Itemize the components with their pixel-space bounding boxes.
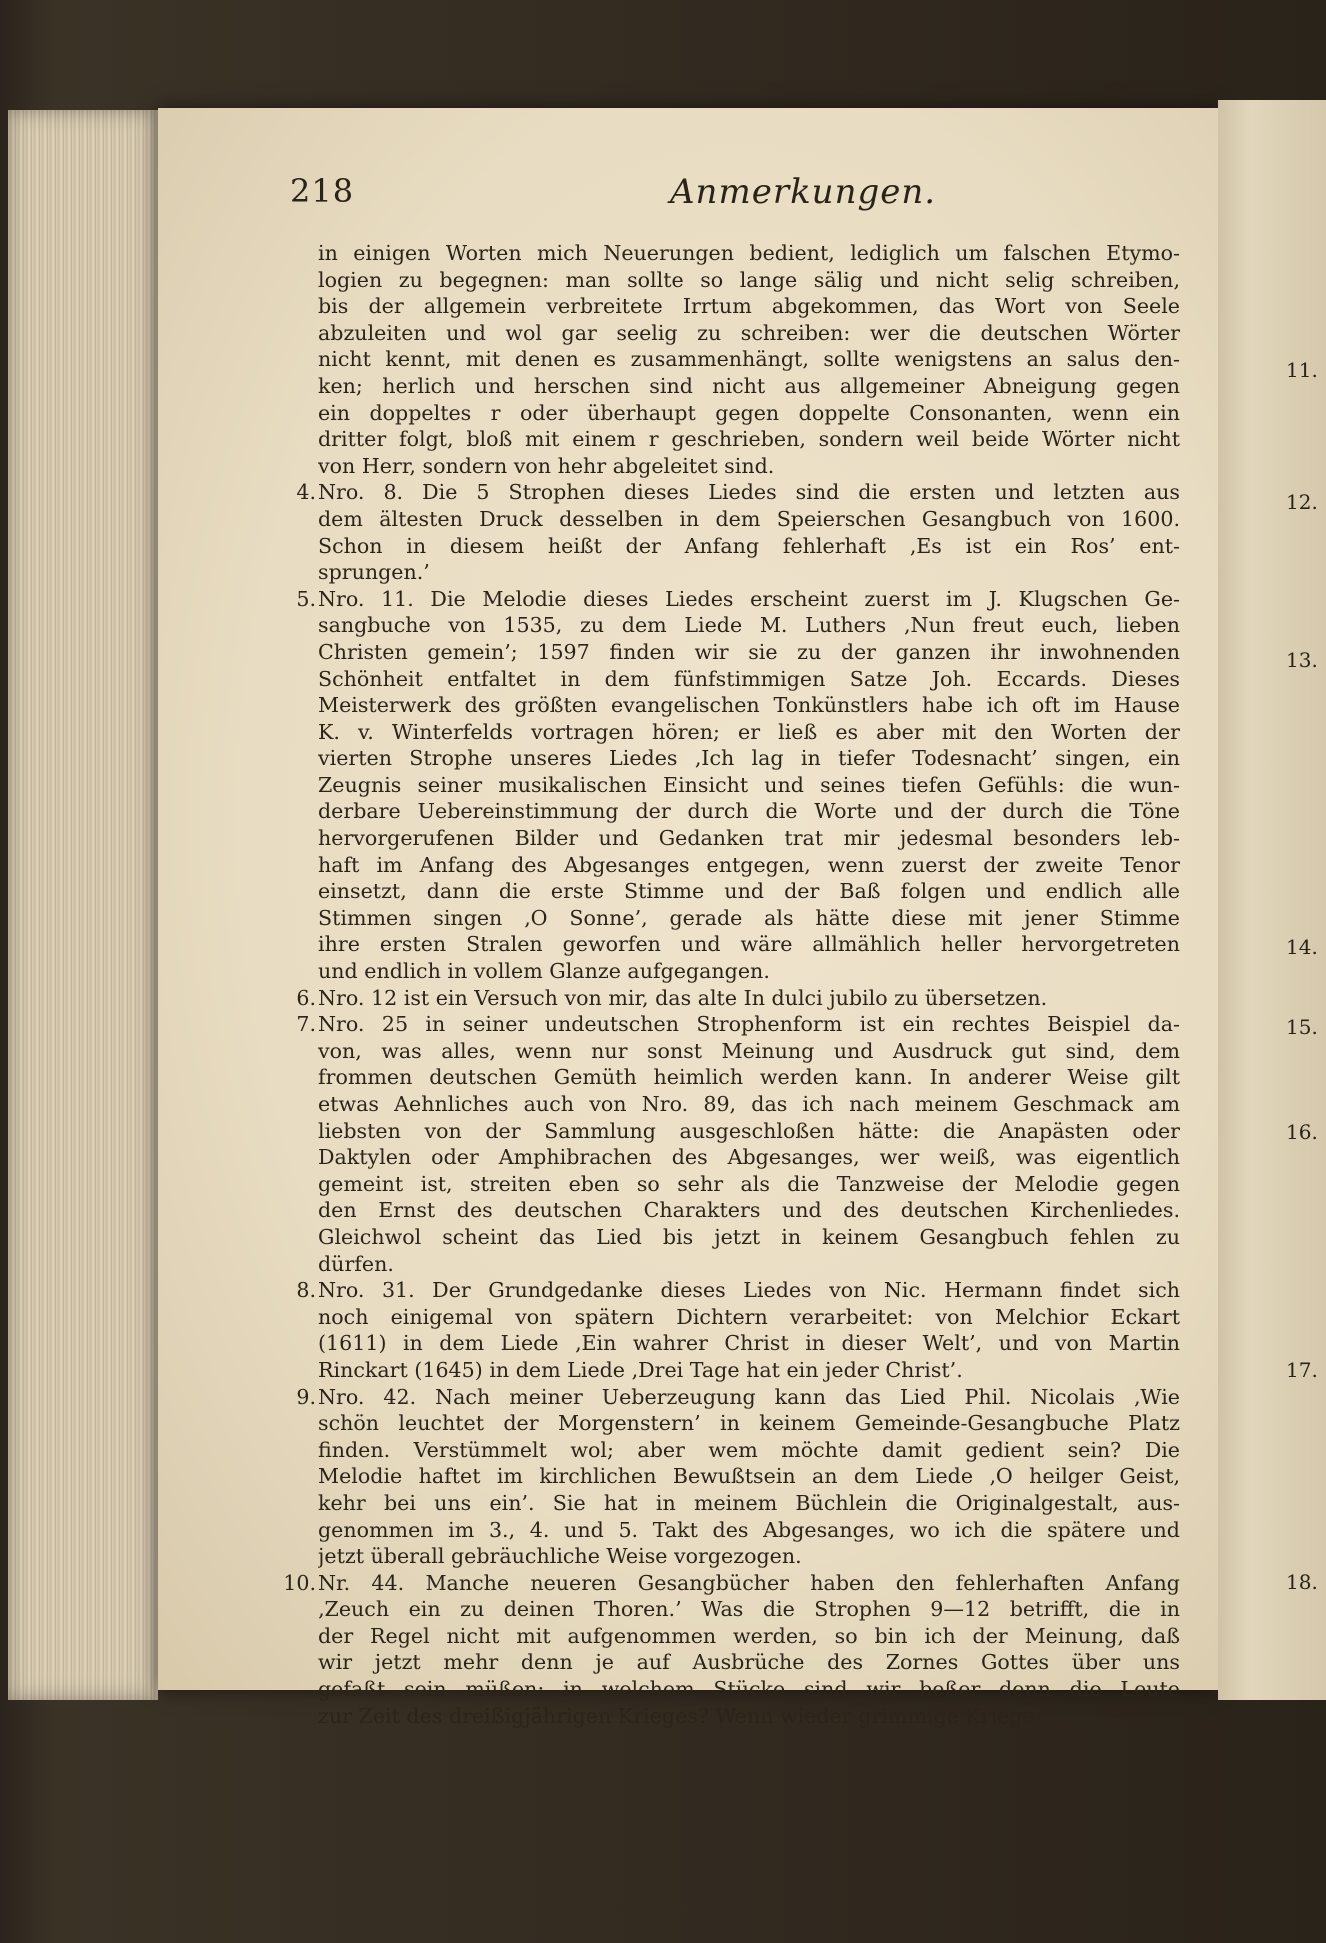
text-line: dritter folgt, bloß mit einem r geschrieben, sondern weil beide Wörter nicht [318,427,1180,452]
text-line: nicht kennt, mit denen es zusammenhängt, sollte wenigstens an salus den- [318,347,1180,372]
text-line: ihre ersten Stralen geworfen und wäre allmählich heller hervorgetreten [318,932,1180,957]
text-line: wir jetzt mehr denn je auf Ausbrüche des Zornes Gottes über uns [318,1650,1180,1675]
text-line: ken; herlich und herschen sind nicht aus allgemeiner Abneigung gegen [318,373,1180,398]
note-entry [280,985,1180,1012]
text-line: Zeugnis seiner musikalischen Einsicht und seines tiefen Gefühls: die wun- [318,772,1180,797]
text-line: gemeint ist, streiten eben so sehr als die Tanzweise der Melodie gegen [318,1171,1180,1196]
text-line: Daktylen oder Amphibrachen des Abgesanges, wer weiß, was eigentlich [318,1145,1180,1170]
text-line: sangbuche von 1535, zu dem Liede M. Luthers ‚Nun freut euch, lieben [318,613,1180,638]
text-line: Schönheit entfaltet in dem fünfstimmigen Satze Joh. Eccards. Dieses [318,666,1180,691]
text-line: dem ältesten Druck desselben in dem Speierschen Gesangbuch von 1600. [318,506,1180,531]
text-line: haft im Anfang des Abgesanges entgegen, wenn zuerst der zweite Tenor [318,852,1180,877]
note-number: 9. [296,1384,316,1409]
page-header [290,172,1170,222]
note-entry [280,479,1180,585]
text-line: abzuleiten und wol gar seelig zu schreiben: wer die deutschen Wörter [318,320,1180,345]
text-line: finden. Verstümmelt wol; aber wem möchte damit gedient sein? Die [318,1437,1180,1462]
text-line: Schon in diesem heißt der Anfang fehlerhaft ‚Es ist ein Ros’ ent- [318,533,1180,558]
note-entry [280,1277,1180,1383]
text-line: ein doppeltes r oder überhaupt gegen doppelte Consonanten, wenn ein [318,400,1180,425]
margin-number: 12. [1286,490,1318,514]
margin-number: 11. [1286,358,1318,382]
text-line: etwas Aehnliches auch von Nro. 89, das ich nach meinem Geschmack am [318,1092,1180,1116]
margin-number: 17. [1286,1358,1318,1382]
note-number: 5. [296,586,316,611]
note-number: 7. [296,1012,316,1037]
note-number: 4. [296,480,316,505]
text-line: den Ernst des deutschen Charakters und des deutschen Kirchenliedes. [318,1198,1180,1223]
text-line: Meisterwerk des größten evangelischen Tonkünstlers habe ich oft im Hause [318,693,1180,718]
margin-number: 13. [1286,648,1318,672]
text-line: zur Zeit des dreißigjährigen Krieges? Wenn wieder grimmige Kriege [318,1703,1035,1728]
text-line: Nro. 11. Die Melodie dieses Liedes erscheint zuerst im J. Klugschen Ge- [318,586,1180,611]
text-line: Nro. 8. Die 5 Strophen dieses Liedes sind die ersten und letzten aus [318,480,1180,505]
text-line: einsetzt, dann die erste Stimme und der Baß folgen und endlich alle [318,879,1180,904]
margin-number: 14. [1286,935,1318,959]
page-edges [8,110,158,1700]
text-line: dürfen. [318,1251,394,1276]
text-line: Nro. 25 in seiner undeutschen Strophenform ist ein rechtes Beispiel da- [318,1012,1180,1037]
text-line: von, was alles, wenn nur sonst Meinung und Ausdruck gut sind, dem [318,1038,1180,1063]
text-line: schön leuchtet der Morgenstern’ in keinem Gemeinde-Gesangbuche Platz [318,1411,1180,1436]
margin-number: 16. [1286,1120,1318,1144]
text-line: liebsten von der Sammlung ausgeschloßen hätte: die Anapästen oder [318,1118,1180,1143]
text-line: sprungen.’ [318,560,430,585]
text-line: logien zu begegnen: man sollte so lange sälig und nicht selig schreiben, [318,267,1180,292]
note-entry [280,586,1180,985]
text-line: Nro. 42. Nach meiner Ueberzeugung kann das Lied Phil. Nicolais ‚Wie [318,1384,1180,1409]
text-line: Melodie haftet im kirchlichen Bewußtsein an dem Liede ‚O heilger Geist, [318,1464,1180,1489]
text-line: ‚Zeuch ein zu deinen Thoren.’ Was die Strophen 9—12 betrifft, die in [318,1597,1180,1622]
note-entry [280,1011,1180,1277]
text-line: in einigen Worten mich Neuerungen bedient, lediglich um falschen Etymo- [318,241,1180,265]
note-entry [280,1384,1180,1570]
text-line: Christen gemein’; 1597 finden wir sie zu der ganzen ihr inwohnenden [318,639,1180,664]
text-line: frommen deutschen Gemüth heimlich werden kann. In anderer Weise gilt [318,1065,1180,1090]
text-line: derbare Uebereinstimmung der durch die Worte und der durch die Töne [318,799,1180,824]
text-line: jetzt überall gebräuchliche Weise vorgezogen. [318,1544,802,1569]
text-line: genommen im 3., 4. und 5. Takt des Abgesanges, wo ich die spätere und [318,1517,1180,1542]
text-line: Gleichwol scheint das Lied bis jetzt in keinem Gesangbuch fehlen zu [318,1224,1180,1249]
text-line: noch einigemal von spätern Dichtern verarbeitet: von Melchior Eckart [318,1304,1180,1329]
running-title: Anmerkungen. [670,172,937,212]
text-line: der Regel nicht mit aufgenommen werden, so bin ich der Meinung, daß [318,1623,1180,1648]
text-line: hervorgerufenen Bilder und Gedanken trat mir jedesmal besonders leb- [318,826,1180,851]
note-number: 10. [283,1570,316,1595]
text-line: bis der allgemein verbreitete Irrtum abgekommen, das Wort von Seele [318,294,1180,319]
text-line: kehr bei uns ein’. Sie hat in meinem Büchlein die Originalgestalt, aus- [318,1490,1180,1515]
margin-number: 18. [1286,1570,1318,1594]
text-line: (1611) in dem Liede ‚Ein wahrer Christ in dieser Welt’, und von Martin [318,1331,1180,1356]
text-line: Rinckart (1645) in dem Liede ‚Drei Tage hat ein jeder Christ’. [318,1357,963,1382]
text-line: Stimmen singen ‚O Sonne’, gerade als hätte diese mit jener Stimme [318,905,1180,930]
text-line: Nr. 44. Manche neueren Gesangbücher haben den fehlerhaften Anfang [318,1570,1180,1595]
text-line: Nro. 12 ist ein Versuch von mir, das alte In dulci jubilo zu übersetzen. [318,985,1048,1010]
body-text [280,240,1180,1729]
margin-number: 15. [1286,1015,1318,1039]
text-line: und endlich in vollem Glanze aufgegangen. [318,959,770,984]
note-number: 8. [296,1278,316,1303]
page-number: 218 [290,172,355,210]
note-entry [280,1570,1180,1730]
text-line: Nro. 31. Der Grundgedanke dieses Liedes von Nic. Hermann findet sich [318,1278,1180,1303]
text-line: von Herr, sondern von hehr abgeleitet sind. [318,453,775,478]
note-number: 6. [296,985,316,1010]
text-line: K. v. Winterfelds vortragen hören; er ließ es aber mit den Worten der [318,719,1180,744]
text-line: gefaßt sein müßen: in welchem Stücke sind wir beßer denn die Leute [318,1677,1180,1702]
text-line: vierten Strophe unseres Liedes ‚Ich lag in tiefer Todesnacht’ singen, ein [318,746,1180,771]
intro-paragraph [280,240,1180,479]
next-page-edge [1218,100,1326,1700]
